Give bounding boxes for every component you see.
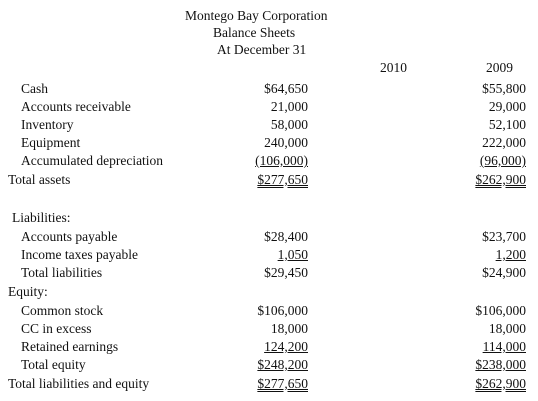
statement-date: At December 31 — [217, 42, 307, 57]
table-row — [0, 247, 538, 265]
value-2009: 52,100 — [488, 117, 526, 132]
value-2010: 21,000 — [270, 99, 308, 114]
row-label: Total liabilities and equity — [8, 376, 150, 391]
total-row — [0, 172, 538, 190]
section-heading — [0, 210, 538, 228]
value-2009: $24,900 — [482, 265, 526, 280]
value-2010: $64,650 — [264, 81, 308, 96]
value-2010: $248,200 — [257, 357, 308, 372]
value-2010: (106,000) — [255, 153, 308, 168]
table-row — [0, 81, 538, 99]
value-2010: $106,000 — [257, 303, 308, 318]
value-2010: 240,000 — [264, 135, 308, 150]
table-row — [0, 153, 538, 171]
value-2010: 58,000 — [270, 117, 308, 132]
row-label: Accounts payable — [21, 229, 118, 244]
company-name: Montego Bay Corporation — [185, 8, 328, 23]
value-2010: 1,050 — [277, 247, 308, 262]
table-row — [0, 321, 538, 339]
value-2009: $106,000 — [475, 303, 526, 318]
liabilities-heading: Liabilities: — [12, 210, 71, 225]
value-2009: $262,900 — [475, 376, 526, 391]
total-row — [0, 357, 538, 375]
value-2009: 222,000 — [482, 135, 526, 150]
value-2009: $55,800 — [482, 81, 526, 96]
value-2010: $28,400 — [264, 229, 308, 244]
row-label: CC in excess — [21, 321, 92, 336]
value-2009: 18,000 — [488, 321, 526, 336]
table-row — [0, 229, 538, 247]
value-2009: 29,000 — [488, 99, 526, 114]
row-label: Total liabilities — [21, 265, 103, 280]
row-label: Retained earnings — [21, 339, 119, 354]
value-2009: $238,000 — [475, 357, 526, 372]
table-row — [0, 135, 538, 153]
year-2009-header: 2009 — [486, 60, 513, 75]
value-2009: $23,700 — [482, 229, 526, 244]
value-2010: $29,450 — [264, 265, 308, 280]
table-row — [0, 303, 538, 321]
row-label: Accumulated depreciation — [21, 153, 164, 168]
value-2009: (96,000) — [479, 153, 526, 168]
table-row — [0, 339, 538, 357]
value-2010: 18,000 — [270, 321, 308, 336]
section-heading — [0, 284, 538, 302]
row-label: Equipment — [21, 135, 81, 150]
row-label: Common stock — [21, 303, 104, 318]
row-label: Total assets — [8, 172, 71, 187]
value-2009: $262,900 — [475, 172, 526, 187]
equity-heading: Equity: — [8, 284, 48, 299]
row-label: Income taxes payable — [21, 247, 138, 262]
row-label: Inventory — [21, 117, 74, 132]
total-row — [0, 265, 538, 283]
value-2010: $277,650 — [257, 172, 308, 187]
table-row — [0, 117, 538, 135]
row-label: Accounts receivable — [21, 99, 131, 114]
row-label: Cash — [21, 81, 48, 96]
value-2009: 1,200 — [495, 247, 526, 262]
statement-title: Balance Sheets — [213, 25, 296, 40]
value-2010: 124,200 — [264, 339, 308, 354]
year-2010-header: 2010 — [380, 60, 407, 75]
row-label: Total equity — [21, 357, 86, 372]
value-2010: $277,650 — [257, 376, 308, 391]
grand-total-row — [0, 376, 538, 394]
table-row — [0, 99, 538, 117]
value-2009: 114,000 — [482, 339, 526, 354]
